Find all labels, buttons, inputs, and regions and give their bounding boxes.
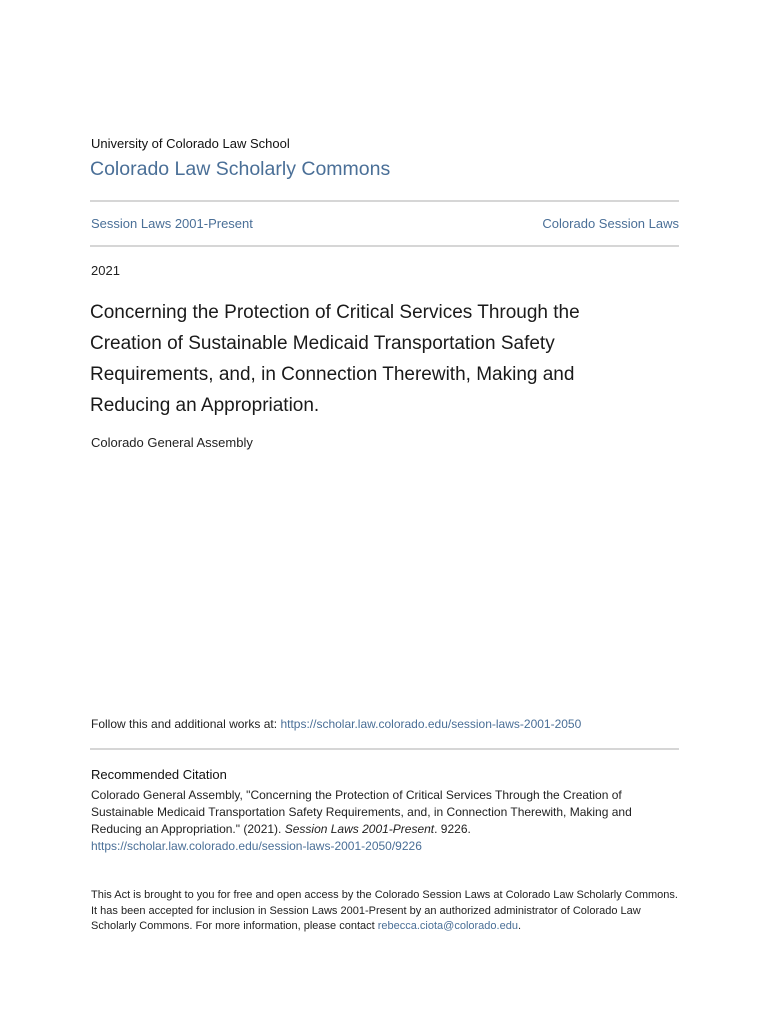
citation-text [91, 787, 681, 855]
contact-email-link[interactable]: rebecca.ciota@colorado.edu [377, 920, 518, 932]
series-link-colorado-session-laws[interactable]: Colorado Session Laws [542, 216, 679, 231]
access-notice [91, 888, 681, 935]
divider-citation [90, 748, 679, 750]
publication-year: 2021 [91, 263, 120, 278]
follow-line [91, 717, 581, 731]
citation-series: Session Laws 2001-Present [284, 822, 435, 836]
institution-name: University of Colorado Law School [91, 136, 290, 151]
citation-url-link[interactable]: https://scholar.law.colorado.edu/session-laws-2001-2050/9226 [91, 839, 422, 853]
access-notice-text: This Act is brought to you for free and open access by the Colorado Session Laws at Colorado Law Scholarly Commons. It has been accepted for inclusion in Session Laws 2001-Present by an authorized administrator of Colorado Law Scholarly Commons. For more information, please contact [91, 889, 678, 932]
follow-prefix: Follow this and additional works at: [91, 717, 281, 731]
divider-series [90, 245, 679, 247]
follow-url-link[interactable]: https://scholar.law.colorado.edu/session-laws-2001-2050 [280, 717, 582, 731]
document-author: Colorado General Assembly [91, 435, 253, 450]
repository-link[interactable]: Colorado Law Scholarly Commons [90, 158, 391, 180]
recommended-citation-heading: Recommended Citation [91, 767, 227, 782]
series-link-session-laws[interactable]: Session Laws 2001-Present [91, 216, 253, 231]
divider-top [90, 200, 679, 202]
citation-body: Colorado General Assembly, "Concerning the Protection of Critical Services Through the Creation of Sustainable Medicaid Transportation Safety Requirements, and, in Connection Therewith, Making and Reducing an Appropriation." (2021). [91, 788, 632, 836]
document-title: Concerning the Protection of Critical Services Through the Creation of Sustainable Medicaid Transportation Safety Requirements, and, in Connection Therewith, Making and Reducing an Appropriation. [90, 302, 580, 416]
citation-suffix: . 9226. [434, 822, 471, 836]
access-notice-end: . [517, 920, 521, 932]
